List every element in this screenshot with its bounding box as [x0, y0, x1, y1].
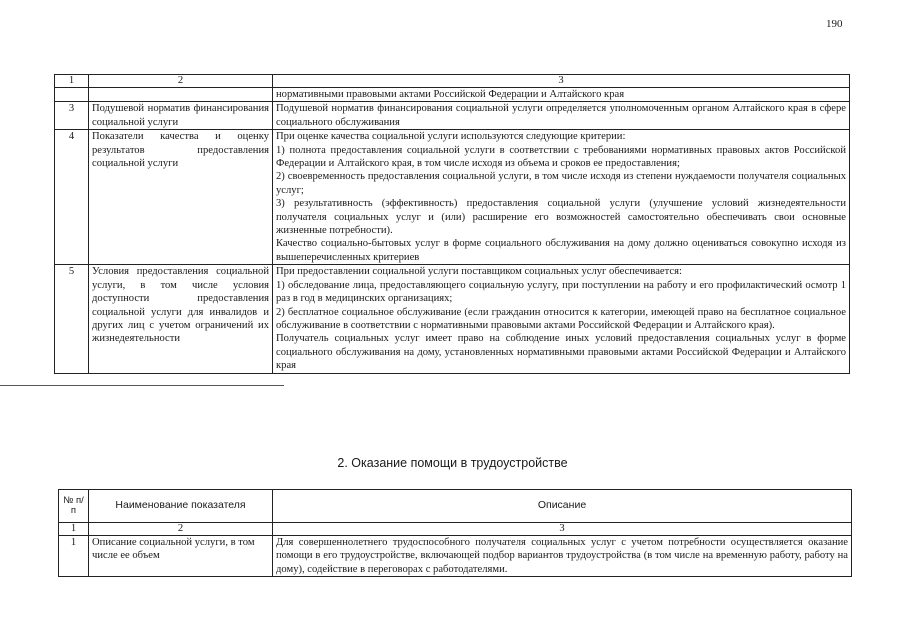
- index-cell: 2: [89, 523, 273, 536]
- description-line: 1) обследование лица, предоставляющего социальную услугу, при поступлении на работу и его профилактический осмотр 1 раз в год в медицинских организациях;: [276, 279, 846, 305]
- description-line: При предоставлении социальной услуги поставщиком социальных услуг обеспечивается:: [276, 266, 682, 278]
- description-line: При оценке качества социальной услуги используются следующие критерии:: [276, 131, 626, 143]
- row-number: 1: [59, 536, 89, 577]
- index-cell: 2: [89, 75, 273, 88]
- index-cell: 3: [273, 75, 850, 88]
- scan-artifact-line: [0, 385, 284, 386]
- header-description: Описание: [273, 490, 852, 523]
- description-line: Получатель социальных услуг имеет право на соблюдение иных условий предоставления социальных услуг в форме социального обслуживания на дому, установленных нормативными правовыми актами Российской Федерации и Алтайского края: [276, 333, 846, 372]
- header-number: № п/п: [59, 490, 89, 523]
- description-line: Качество социально-бытовых услуг в форме социального обслуживания на дому должно оцениваться совокупно исходя из вышеперечисленных критериев: [276, 238, 846, 263]
- index-cell: 1: [59, 523, 89, 536]
- table-row: [59, 536, 852, 577]
- row-indicator-name: Подушевой норматив финансирования социальной услуги: [89, 102, 273, 130]
- row-description: [273, 265, 850, 373]
- row-description: [273, 130, 850, 265]
- table-row: [55, 265, 850, 373]
- description-line: 2) своевременность предоставления социальной услуги, в том числе исходя из степени нуждаемости получателя социальных услуг;: [276, 171, 846, 196]
- row-indicator-name: Описание социальной услуги, в том числе ее объем: [89, 536, 273, 577]
- employment-assistance-table: [58, 489, 852, 577]
- row-number: 4: [55, 130, 89, 265]
- table-row: [55, 102, 850, 130]
- page-number: 190: [826, 18, 843, 30]
- index-cell: 3: [273, 523, 852, 536]
- row-number: 5: [55, 265, 89, 373]
- row-number: 3: [55, 102, 89, 130]
- table-index-row: [59, 523, 852, 536]
- description-line: Подушевой норматив финансирования социальной услуги определяется уполномоченным органом Алтайского края в сфере социального обслуживания: [276, 103, 846, 128]
- description-line: 1) полнота предоставления социальной услуги в соответствии с требованиями нормативных правовых актов Российской Федерации и Алтайского края, в том числе исходя из объема и сроков ее предоставления;: [276, 144, 846, 170]
- description-line: 2) бесплатное социальное обслуживание (если гражданин относится к категории, имеющей право на бесплатное социальное обслуживание в соответствии с нормативными правовыми актами Российской Федерации и Алтайского края).: [276, 306, 846, 331]
- index-cell: 1: [55, 75, 89, 88]
- description-line: 3) результативность (эффективность) предоставления социальной услуги (улучшение условий жизнедеятельности получателя социальных услуг и (или) расширение его возможностей самостоятельно обеспечивать свои основные жизненные потребности).: [276, 198, 846, 237]
- services-table-continued: [54, 74, 850, 374]
- row-description: [273, 88, 850, 102]
- row-description: Для совершеннолетнего трудоспособного получателя социальных услуг с учетом потребности осуществляется оказание помощи в его трудоустройстве, включающей подбор вариантов трудоустройства (в том числе на временную работу, работу на дому), содействие в переговорах с работодателями.: [273, 536, 852, 577]
- table-row: [55, 88, 850, 102]
- header-indicator-name: Наименование показателя: [89, 490, 273, 523]
- row-indicator-name: Показатели качества и оценку результатов предоставления социальной услуги: [89, 130, 273, 265]
- description-line: нормативными правовыми актами Российской Федерации и Алтайского края: [276, 89, 625, 100]
- row-description: [273, 102, 850, 130]
- row-indicator-name: Условия предоставления социальной услуги, в том числе условия доступности предоставления социальной услуги для инвалидов и других лиц с учетом ограничений их жизнедеятельности: [89, 265, 273, 373]
- table-header-row: [59, 490, 852, 523]
- row-number: [55, 88, 89, 102]
- table-index-row: [55, 75, 850, 88]
- row-indicator-name: [89, 88, 273, 102]
- table-row: [55, 130, 850, 265]
- section-title: 2. Оказание помощи в трудоустройстве: [337, 456, 568, 470]
